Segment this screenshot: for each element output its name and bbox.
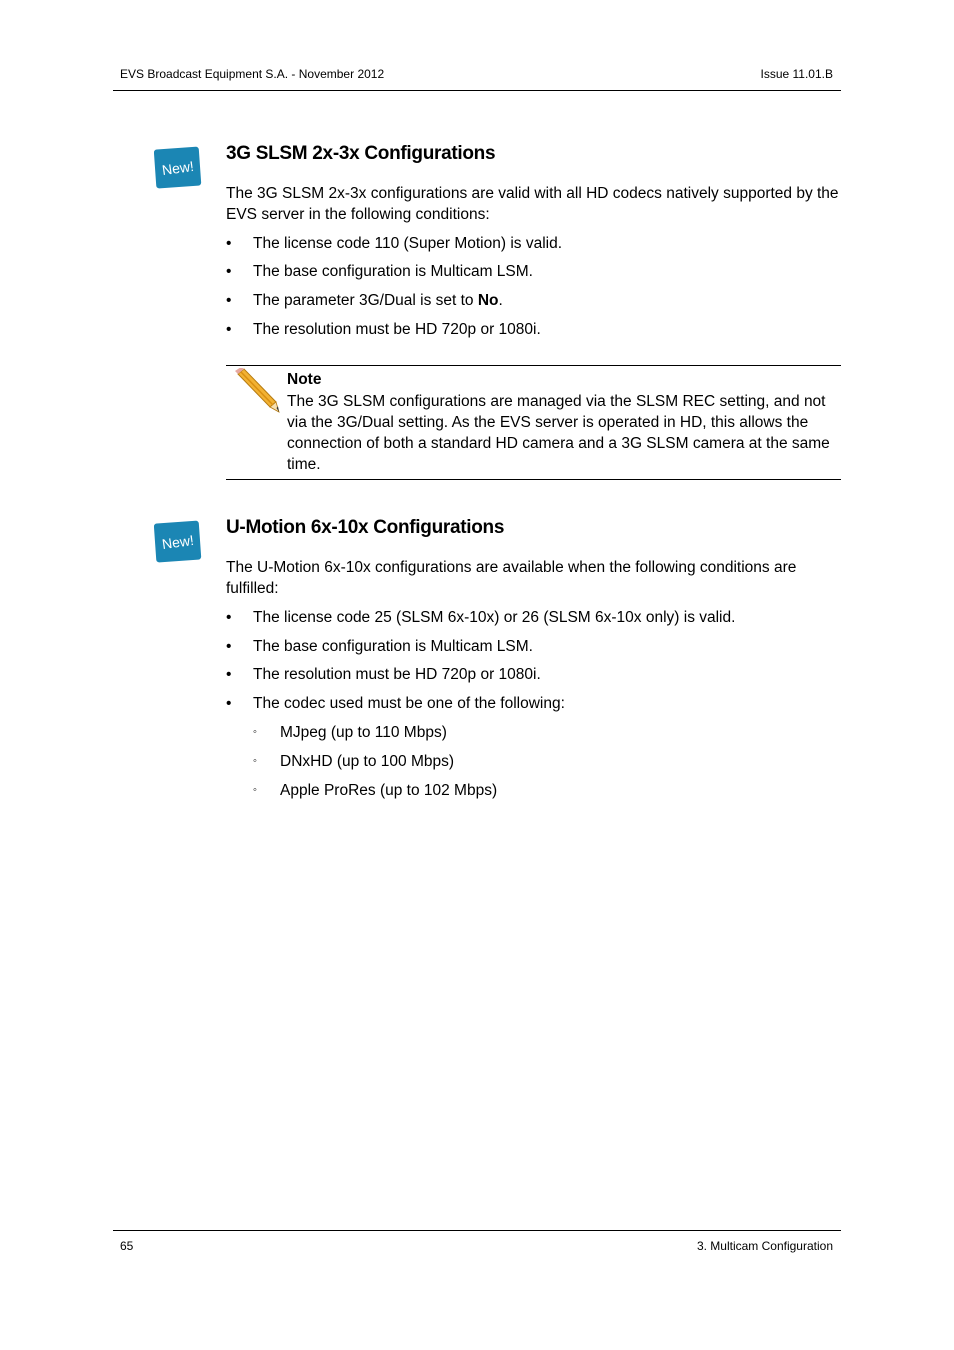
circle-bullet-icon: ◦ [253, 784, 257, 796]
section-title-3g-slsm: 3G SLSM 2x-3x Configurations [226, 143, 496, 164]
footer-rule [113, 1230, 841, 1231]
pencil-icon [232, 368, 282, 414]
page-number: 65 [120, 1239, 134, 1253]
bullet-icon: • [226, 235, 232, 252]
bullet-icon: • [226, 321, 232, 338]
note-text: The 3G SLSM configurations are managed via the SLSM REC setting, and not via the 3G/Dual setting. As the EVS server is operated in HD, this allows the connection of both a standard HD camera and a 3G SLSM camera at the same time. [287, 393, 830, 473]
new-badge-icon [154, 519, 202, 563]
section-intro-u-motion: The U-Motion 6x-10x configurations are available when the following conditions are fulfilled: [226, 559, 797, 597]
bullet-icon: • [226, 638, 232, 655]
new-badge-icon [154, 145, 202, 189]
bullet-icon: • [226, 695, 232, 712]
new-badge-label: New! [160, 531, 195, 553]
note-box [226, 365, 841, 480]
header-document-info: EVS Broadcast Equipment S.A. - November 2012 [120, 67, 385, 81]
section-title-u-motion: U-Motion 6x-10x Configurations [226, 517, 505, 538]
footer-chapter: 3. Multicam Configuration [696, 1239, 833, 1253]
header-rule [113, 90, 841, 91]
circle-bullet-icon: ◦ [253, 726, 257, 738]
bullet-icon: • [226, 609, 232, 626]
new-badge-label: New! [160, 157, 195, 179]
section-intro-3g-slsm: The 3G SLSM 2x-3x configurations are valid with all HD codecs natively supported by the EVS server in the following conditions: [226, 185, 839, 223]
note-title: Note [287, 371, 322, 388]
bold-value-no: No [477, 292, 499, 309]
header-issue-number: Issue 11.01.B [760, 67, 833, 81]
bullet-icon: • [226, 292, 232, 309]
bullet-icon: • [226, 666, 232, 683]
circle-bullet-icon: ◦ [253, 755, 257, 767]
bullet-icon: • [226, 263, 232, 280]
